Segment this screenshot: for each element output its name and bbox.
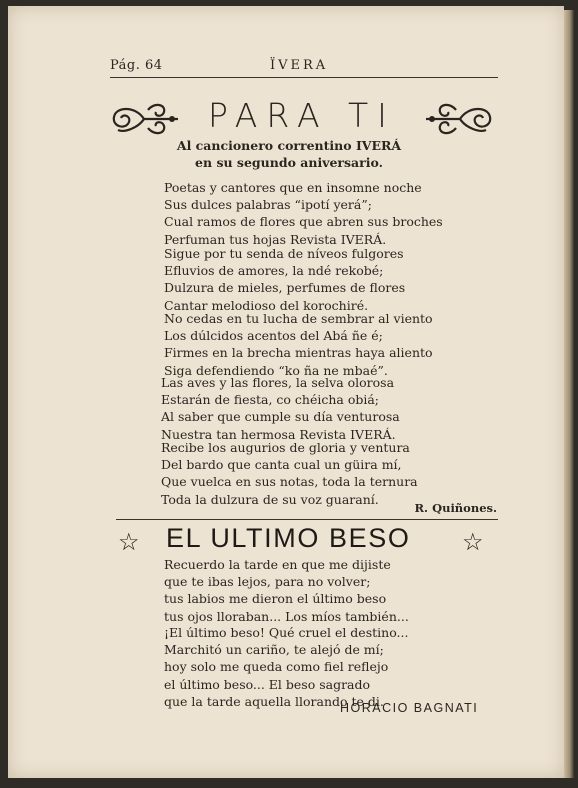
page-edge: [564, 10, 574, 778]
stanza-2: [164, 624, 408, 710]
poem-title-para-ti: PARA TI: [208, 96, 396, 135]
verse-line: Poetas y cantores que en insomne noche: [164, 180, 422, 195]
verse-line: Toda la dulzura de su voz guaraní.: [161, 491, 379, 507]
verse-line: Perfuman tus hojas Revista IVERÁ.: [164, 231, 387, 247]
verse-line: Sus dulces palabras “ipotí yerá”;: [164, 197, 372, 213]
right-scroll-ornament: [424, 100, 496, 138]
verse-line: Recibe los augurios de gloria y ventura: [161, 440, 410, 455]
dedication-line-2: en su segundo aniversario.: [195, 155, 383, 170]
verse-line: Estarán de fiesta, co chéicha obiá;: [161, 392, 380, 408]
poem-title-el-ultimo-beso: EL ULTIMO BESO: [166, 523, 411, 553]
verse-line: ¡El último beso! Qué cruel el destino...: [164, 625, 409, 640]
stanza-4: [161, 374, 400, 443]
stanza-5: [161, 439, 418, 508]
verse-line: el último beso... El beso sagrado: [164, 676, 371, 692]
poem-author-bagnati: HORACIO BAGNATI: [340, 701, 479, 715]
verse-line: Recuerdo la tarde en que me dijiste: [164, 557, 391, 572]
section-divider: [116, 519, 498, 520]
verse-line: Los dúlcidos acentos del Abá ñe é;: [164, 328, 383, 344]
stanza-1: [164, 556, 409, 625]
verse-line: que la tarde aquella llorando te di.: [164, 693, 384, 709]
header-rule: [110, 77, 498, 78]
verse-line: tus labios me dieron el último beso: [164, 591, 387, 607]
verse-line: No cedas en tu lucha de sembrar al viento: [164, 311, 433, 326]
verse-line: que te ibas lejos, para no volver;: [164, 574, 371, 590]
page-number: Pág. 64: [110, 58, 163, 73]
verse-line: Efluvios de amores, la ndé rekobé;: [164, 263, 384, 279]
verse-line: Cantar melodioso del korochiré.: [164, 297, 369, 313]
stanza-3: [164, 310, 433, 379]
verse-line: Sigue por tu senda de níveos fulgores: [164, 246, 404, 261]
verse-line: Al saber que cumple su día venturosa: [161, 409, 400, 425]
verse-line: tus ojos lloraban... Los míos también...: [164, 608, 409, 624]
verse-line: Del bardo que canta cual un güira mí,: [161, 457, 402, 473]
verse-line: hoy solo me queda como fiel reflejo: [164, 659, 389, 675]
verse-line: Marchitó un cariño, te alejó de mí;: [164, 642, 384, 658]
dedication-line-1: Al cancionero correntino IVERÁ: [176, 138, 402, 153]
stanza-1: [164, 179, 443, 248]
verse-line: Siga defendiendo “ko ña ne mbaé”.: [164, 362, 388, 378]
verse-line: Las aves y las flores, la selva olorosa: [161, 375, 395, 390]
verse-line: Nuestra tan hermosa Revista IVERÁ.: [161, 426, 396, 442]
verse-line: Cual ramos de flores que abren sus broches: [164, 214, 443, 230]
verse-line: Dulzura de mieles, perfumes de flores: [164, 280, 406, 296]
left-scroll-ornament: [108, 100, 180, 138]
left-star-icon: ☆: [118, 528, 140, 556]
magazine-name: ÏVERA: [270, 58, 329, 73]
verse-line: Que vuelca en sus notas, toda la ternura: [161, 474, 418, 490]
stanza-2: [164, 245, 405, 314]
poem-author-quinones: R. Quiñones.: [414, 501, 497, 515]
right-star-icon: ☆: [462, 528, 484, 556]
verse-line: Firmes en la brecha mientras haya aliento: [164, 345, 433, 361]
